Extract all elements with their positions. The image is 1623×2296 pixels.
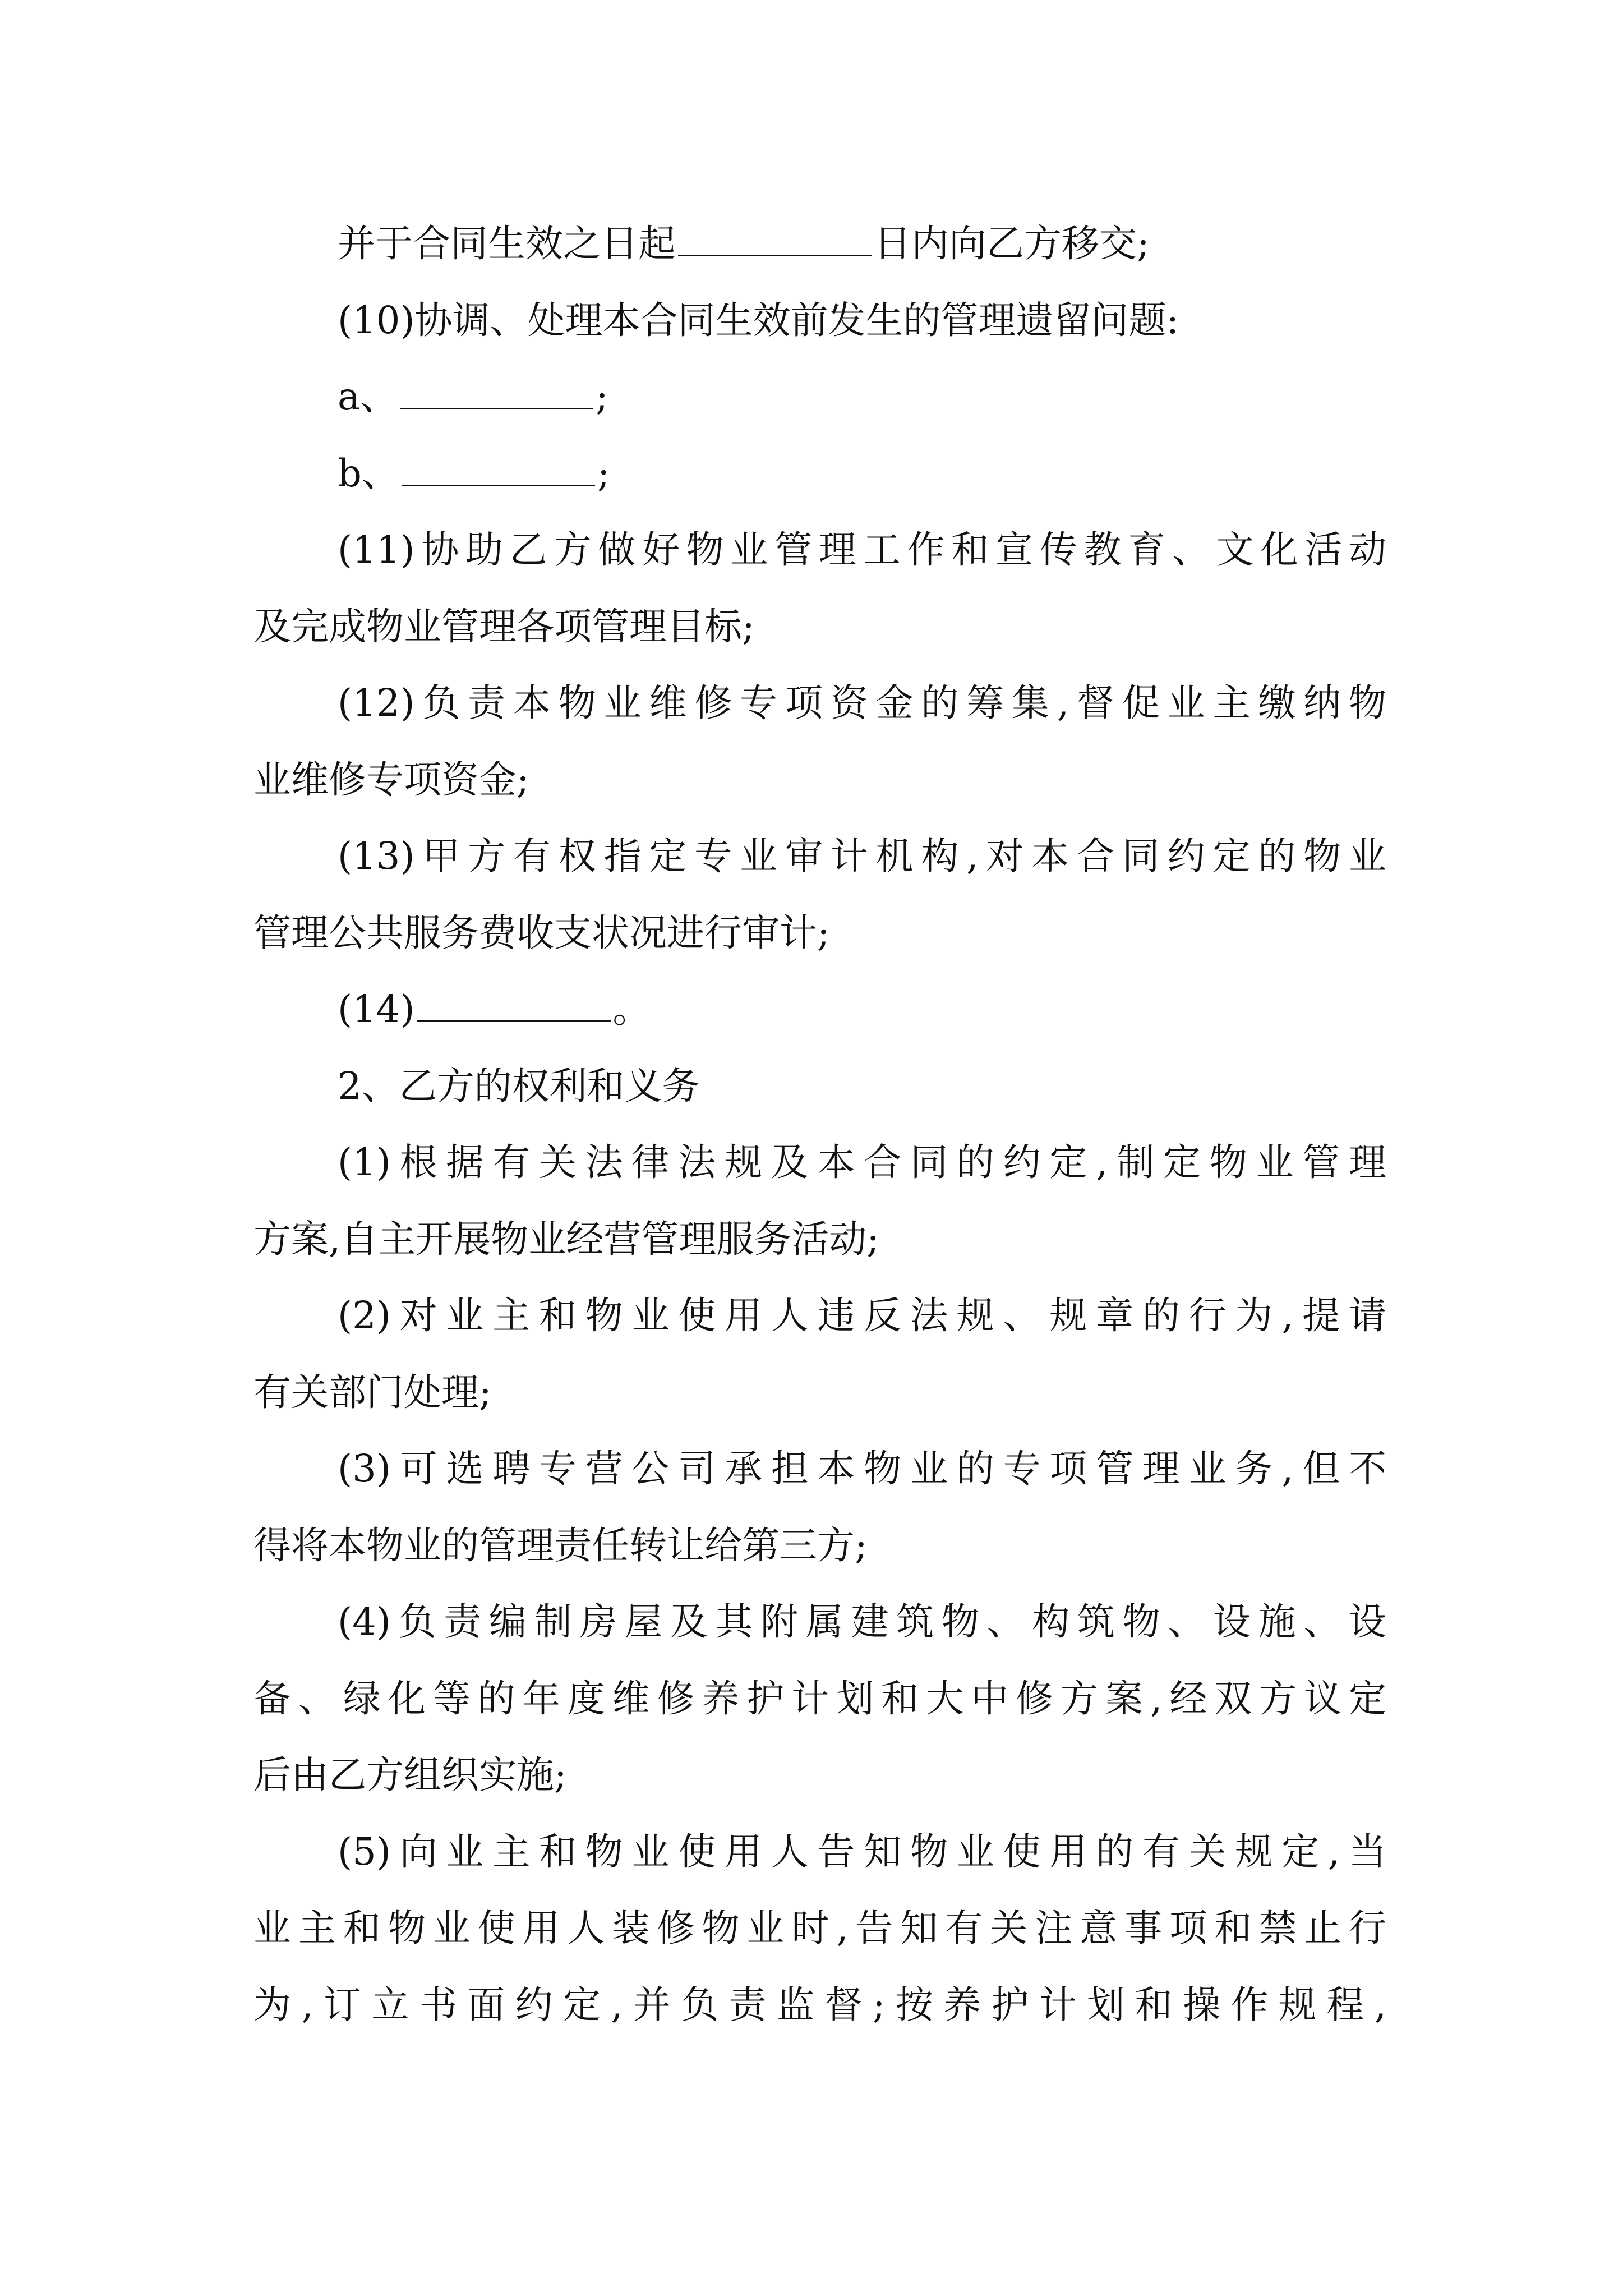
line-text-before-blank: (14) [338,987,415,1031]
line-text: 2、乙方的权利和义务 [338,1064,700,1108]
fill-in-blank [678,221,872,256]
text-line-p10 [253,282,1386,359]
line-text: (2)对业主和物业使用人违反法规、规章的行为,提请 [338,1294,1386,1337]
text-line-p10-a [253,358,1386,435]
line-text: (1)根据有关法律法规及本合同的约定,制定物业管理 [338,1140,1386,1184]
line-text: 业维修专项资金; [253,757,529,802]
line-text: 业主和物业使用人装修物业时,告知有关注意事项和禁止行 [253,1906,1386,1950]
line-text: (12)负责本物业维修专项资金的筹集,督促业主缴纳物 [338,681,1386,725]
line-text: 为,订立书面约定,并负责监督;按养护计划和操作规程, [253,1982,1386,2027]
line-text: 管理公共服务费收支状况进行审计; [253,910,830,955]
text-line-q4-l3 [253,1737,1386,1814]
text-line-p12-l1 [253,665,1386,742]
text-line-p12-l2 [253,742,1386,818]
line-text-before-blank: b、 [338,451,399,495]
line-text: 后由乙方组织实施; [253,1753,567,1797]
line-text-before-blank: 并于合同生效之日起 [338,222,676,265]
text-line-q5-l3 [253,1967,1386,2044]
line-text: (11)协助乙方做好物业管理工作和宣传教育、文化活动 [338,528,1386,572]
line-text-after-blank: 日内向乙方移交; [874,222,1150,265]
line-text: 备、绿化等的年度维修养护计划和大中修方案,经双方议定 [253,1676,1386,1720]
line-text: (10)协调、处理本合同生效前发生的管理遗留问题: [338,298,1179,342]
text-line-q5-l2 [253,1890,1386,1967]
text-line-q4-l1 [253,1584,1386,1660]
line-text: (13)甲方有权指定专业审计机构,对本合同约定的物业 [338,834,1386,878]
text-line-q2-l1 [253,1277,1386,1354]
text-line-q3-l2 [253,1507,1386,1584]
text-line-q3-l1 [253,1430,1386,1507]
line-text: 方案,自主开展物业经营管理服务活动; [253,1217,879,1261]
line-text: 有关部门处理; [253,1370,492,1414]
fill-in-blank [417,987,611,1022]
line-text: 得将本物业的管理责任转让给第三方; [253,1523,868,1567]
line-text: 及完成物业管理各项管理目标; [253,604,755,648]
line-text: (5)向业主和物业使用人告知物业使用的有关规定,当 [338,1829,1386,1874]
line-text-after-blank: ; [595,375,608,418]
fill-in-blank [400,374,593,409]
text-line-q5-l1 [253,1814,1386,1890]
text-line-p11-l1 [253,512,1386,588]
fill-in-blank [402,451,595,486]
text-line-q1-l1 [253,1124,1386,1201]
line-text-after-blank: ; [597,451,610,495]
text-line-p11-l2 [253,588,1386,665]
text-line-p13-l2 [253,895,1386,972]
text-line-p10-b [253,435,1386,512]
text-line-p14 [253,971,1386,1048]
text-line-p9-cont [253,205,1386,282]
line-text: (4)负责编制房屋及其附属建筑物、构筑物、设施、设 [338,1600,1386,1644]
text-line-s2-heading [253,1048,1386,1125]
line-text-before-blank: a、 [338,375,398,418]
line-text-after-blank: 。 [612,987,651,1031]
text-line-q2-l2 [253,1354,1386,1431]
text-line-q4-l2 [253,1660,1386,1737]
document-body [253,205,1386,2043]
line-text: (3)可选聘专营公司承担本物业的专项管理业务,但不 [338,1447,1386,1490]
text-line-q1-l2 [253,1201,1386,1278]
text-line-p13-l1 [253,818,1386,895]
